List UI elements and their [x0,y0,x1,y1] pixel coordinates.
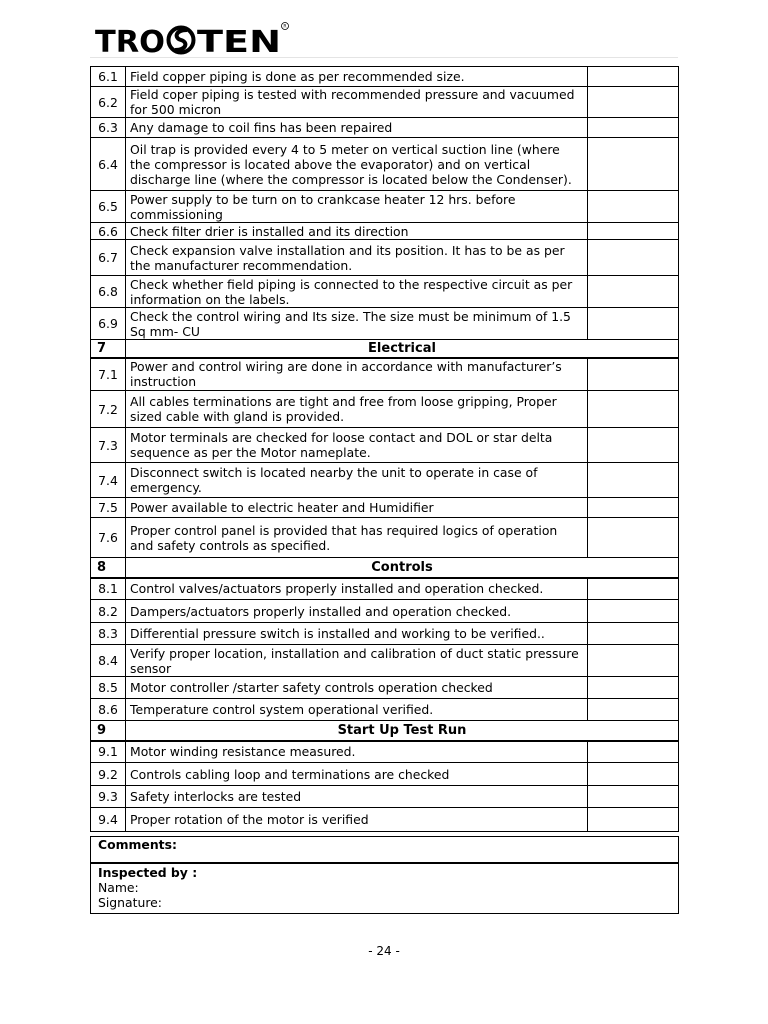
checklist-row [91,623,679,645]
item-number: 9.3 [91,786,126,808]
item-description: Motor winding resistance measured. [126,741,588,763]
checklist-row [91,391,679,428]
item-number: 6.4 [91,138,126,191]
item-description: Control valves/actuators properly installed and operation checked. [126,578,588,600]
check-cell[interactable] [588,786,679,808]
item-number: 8.4 [91,645,126,677]
item-number: 8.3 [91,623,126,645]
item-number: 6.2 [91,87,126,118]
item-description: Proper control panel is provided that has required logics of operation and safety controls as specified. [126,518,588,558]
checklist-row [91,645,679,677]
check-cell[interactable] [588,358,679,391]
item-number: 6.7 [91,240,126,276]
checklist-row [91,118,679,138]
checklist-row [91,428,679,463]
item-description: Check expansion valve installation and its position. It has to be as per the manufacturer recommendation. [126,240,588,276]
check-cell[interactable] [588,600,679,623]
check-cell[interactable] [588,391,679,428]
item-number: 7.5 [91,498,126,518]
checklist-row [91,67,679,87]
item-number: 8.6 [91,699,126,721]
item-description: Field coper piping is tested with recommended pressure and vacuumed for 500 micron [126,87,588,118]
item-description: Disconnect switch is located nearby the unit to operate in case of emergency. [126,463,588,498]
checklist-row [91,808,679,832]
item-number: 6.8 [91,276,126,308]
check-cell[interactable] [588,463,679,498]
checklist-row [91,138,679,191]
checklist-row [91,358,679,391]
check-cell[interactable] [588,276,679,308]
check-cell[interactable] [588,308,679,340]
item-description: Motor terminals are checked for loose contact and DOL or star delta sequence as per the Motor nameplate. [126,428,588,463]
checklist-row [91,276,679,308]
section-header-row [91,340,679,358]
checklist-row [91,498,679,518]
item-number: 9 [91,721,126,741]
signature-label: Signature: [98,895,162,910]
item-number: 9.1 [91,741,126,763]
section-title: Controls [126,558,679,578]
checklist-row [91,741,679,763]
check-cell[interactable] [588,67,679,87]
item-description: Check the control wiring and Its size. The size must be minimum of 1.5 Sq mm- CU [126,308,588,340]
checklist-row [91,240,679,276]
item-number: 8.5 [91,677,126,699]
checklist-row [91,223,679,240]
name-label: Name: [98,880,139,895]
svg-text:TRO: TRO [95,25,165,56]
header-divider [90,57,678,58]
item-description: Differential pressure switch is installed and working to be verified.. [126,623,588,645]
section-header-row [91,558,679,578]
item-description: Oil trap is provided every 4 to 5 meter on vertical suction line (where the compressor is located above the evaporator) and on vertical discharge line (where the compressor is located below the Condenser). [126,138,588,191]
check-cell[interactable] [588,191,679,223]
check-cell[interactable] [588,223,679,240]
item-number: 7.2 [91,391,126,428]
check-cell[interactable] [588,808,679,832]
item-number: 9.2 [91,763,126,786]
item-description: Motor controller /starter safety controls operation checked [126,677,588,699]
page-number: - 24 - [368,944,400,958]
item-description: Safety interlocks are tested [126,786,588,808]
checklist-table [90,66,679,832]
checklist-row [91,308,679,340]
check-cell[interactable] [588,428,679,463]
item-number: 9.4 [91,808,126,832]
inspected-by-label: Inspected by : [98,865,198,880]
check-cell[interactable] [588,118,679,138]
checklist-row [91,786,679,808]
checklist-row [91,600,679,623]
check-cell[interactable] [588,645,679,677]
item-description: Temperature control system operational verified. [126,699,588,721]
item-number: 6.5 [91,191,126,223]
check-cell[interactable] [588,741,679,763]
item-description: Power supply to be turn on to crankcase heater 12 hrs. before commissioning [126,191,588,223]
item-description: All cables terminations are tight and free from loose gripping, Proper sized cable with gland is provided. [126,391,588,428]
check-cell[interactable] [588,677,679,699]
item-description: Check filter drier is installed and its direction [126,223,588,240]
item-description: Power and control wiring are done in accordance with manufacturer’s instruction [126,358,588,391]
item-number: 6.1 [91,67,126,87]
check-cell[interactable] [588,87,679,118]
item-number: 7.3 [91,428,126,463]
checklist-row [91,763,679,786]
section-title: Start Up Test Run [126,721,679,741]
check-cell[interactable] [588,763,679,786]
check-cell[interactable] [588,240,679,276]
section-header-row [91,721,679,741]
comments-label: Comments: [98,837,177,852]
item-number: 8.2 [91,600,126,623]
item-description: Any damage to coil fins has been repaired [126,118,588,138]
item-number: 8.1 [91,578,126,600]
item-number: 6.3 [91,118,126,138]
item-description: Field copper piping is done as per recommended size. [126,67,588,87]
checklist-row [91,191,679,223]
checklist-row [91,463,679,498]
checklist-row [91,699,679,721]
inspected-by-box [90,864,679,914]
item-description: Check whether field piping is connected to the respective circuit as per information on the labels. [126,276,588,308]
item-description: Dampers/actuators properly installed and operation checked. [126,600,588,623]
item-number: 8 [91,558,126,578]
check-cell[interactable] [588,623,679,645]
item-number: 6.6 [91,223,126,240]
checklist-row [91,518,679,558]
item-description: Power available to electric heater and Humidifier [126,498,588,518]
item-number: 7.6 [91,518,126,558]
check-cell[interactable] [588,578,679,600]
check-cell[interactable] [588,518,679,558]
checklist-row [91,677,679,699]
item-number: 7.4 [91,463,126,498]
comments-box[interactable] [90,836,679,864]
check-cell[interactable] [588,498,679,518]
trosten-logo [95,22,295,56]
item-number: 7.1 [91,358,126,391]
item-number: 6.9 [91,308,126,340]
checklist-row [91,87,679,118]
item-description: Verify proper location, installation and calibration of duct static pressure sensor [126,645,588,677]
checklist-row [91,578,679,600]
item-description: Controls cabling loop and terminations are checked [126,763,588,786]
check-cell[interactable] [588,699,679,721]
section-title: Electrical [126,340,679,358]
check-cell[interactable] [588,138,679,191]
item-number: 7 [91,340,126,358]
svg-text:R: R [283,24,287,30]
svg-text:TEN: TEN [197,25,281,56]
item-description: Proper rotation of the motor is verified [126,808,588,832]
